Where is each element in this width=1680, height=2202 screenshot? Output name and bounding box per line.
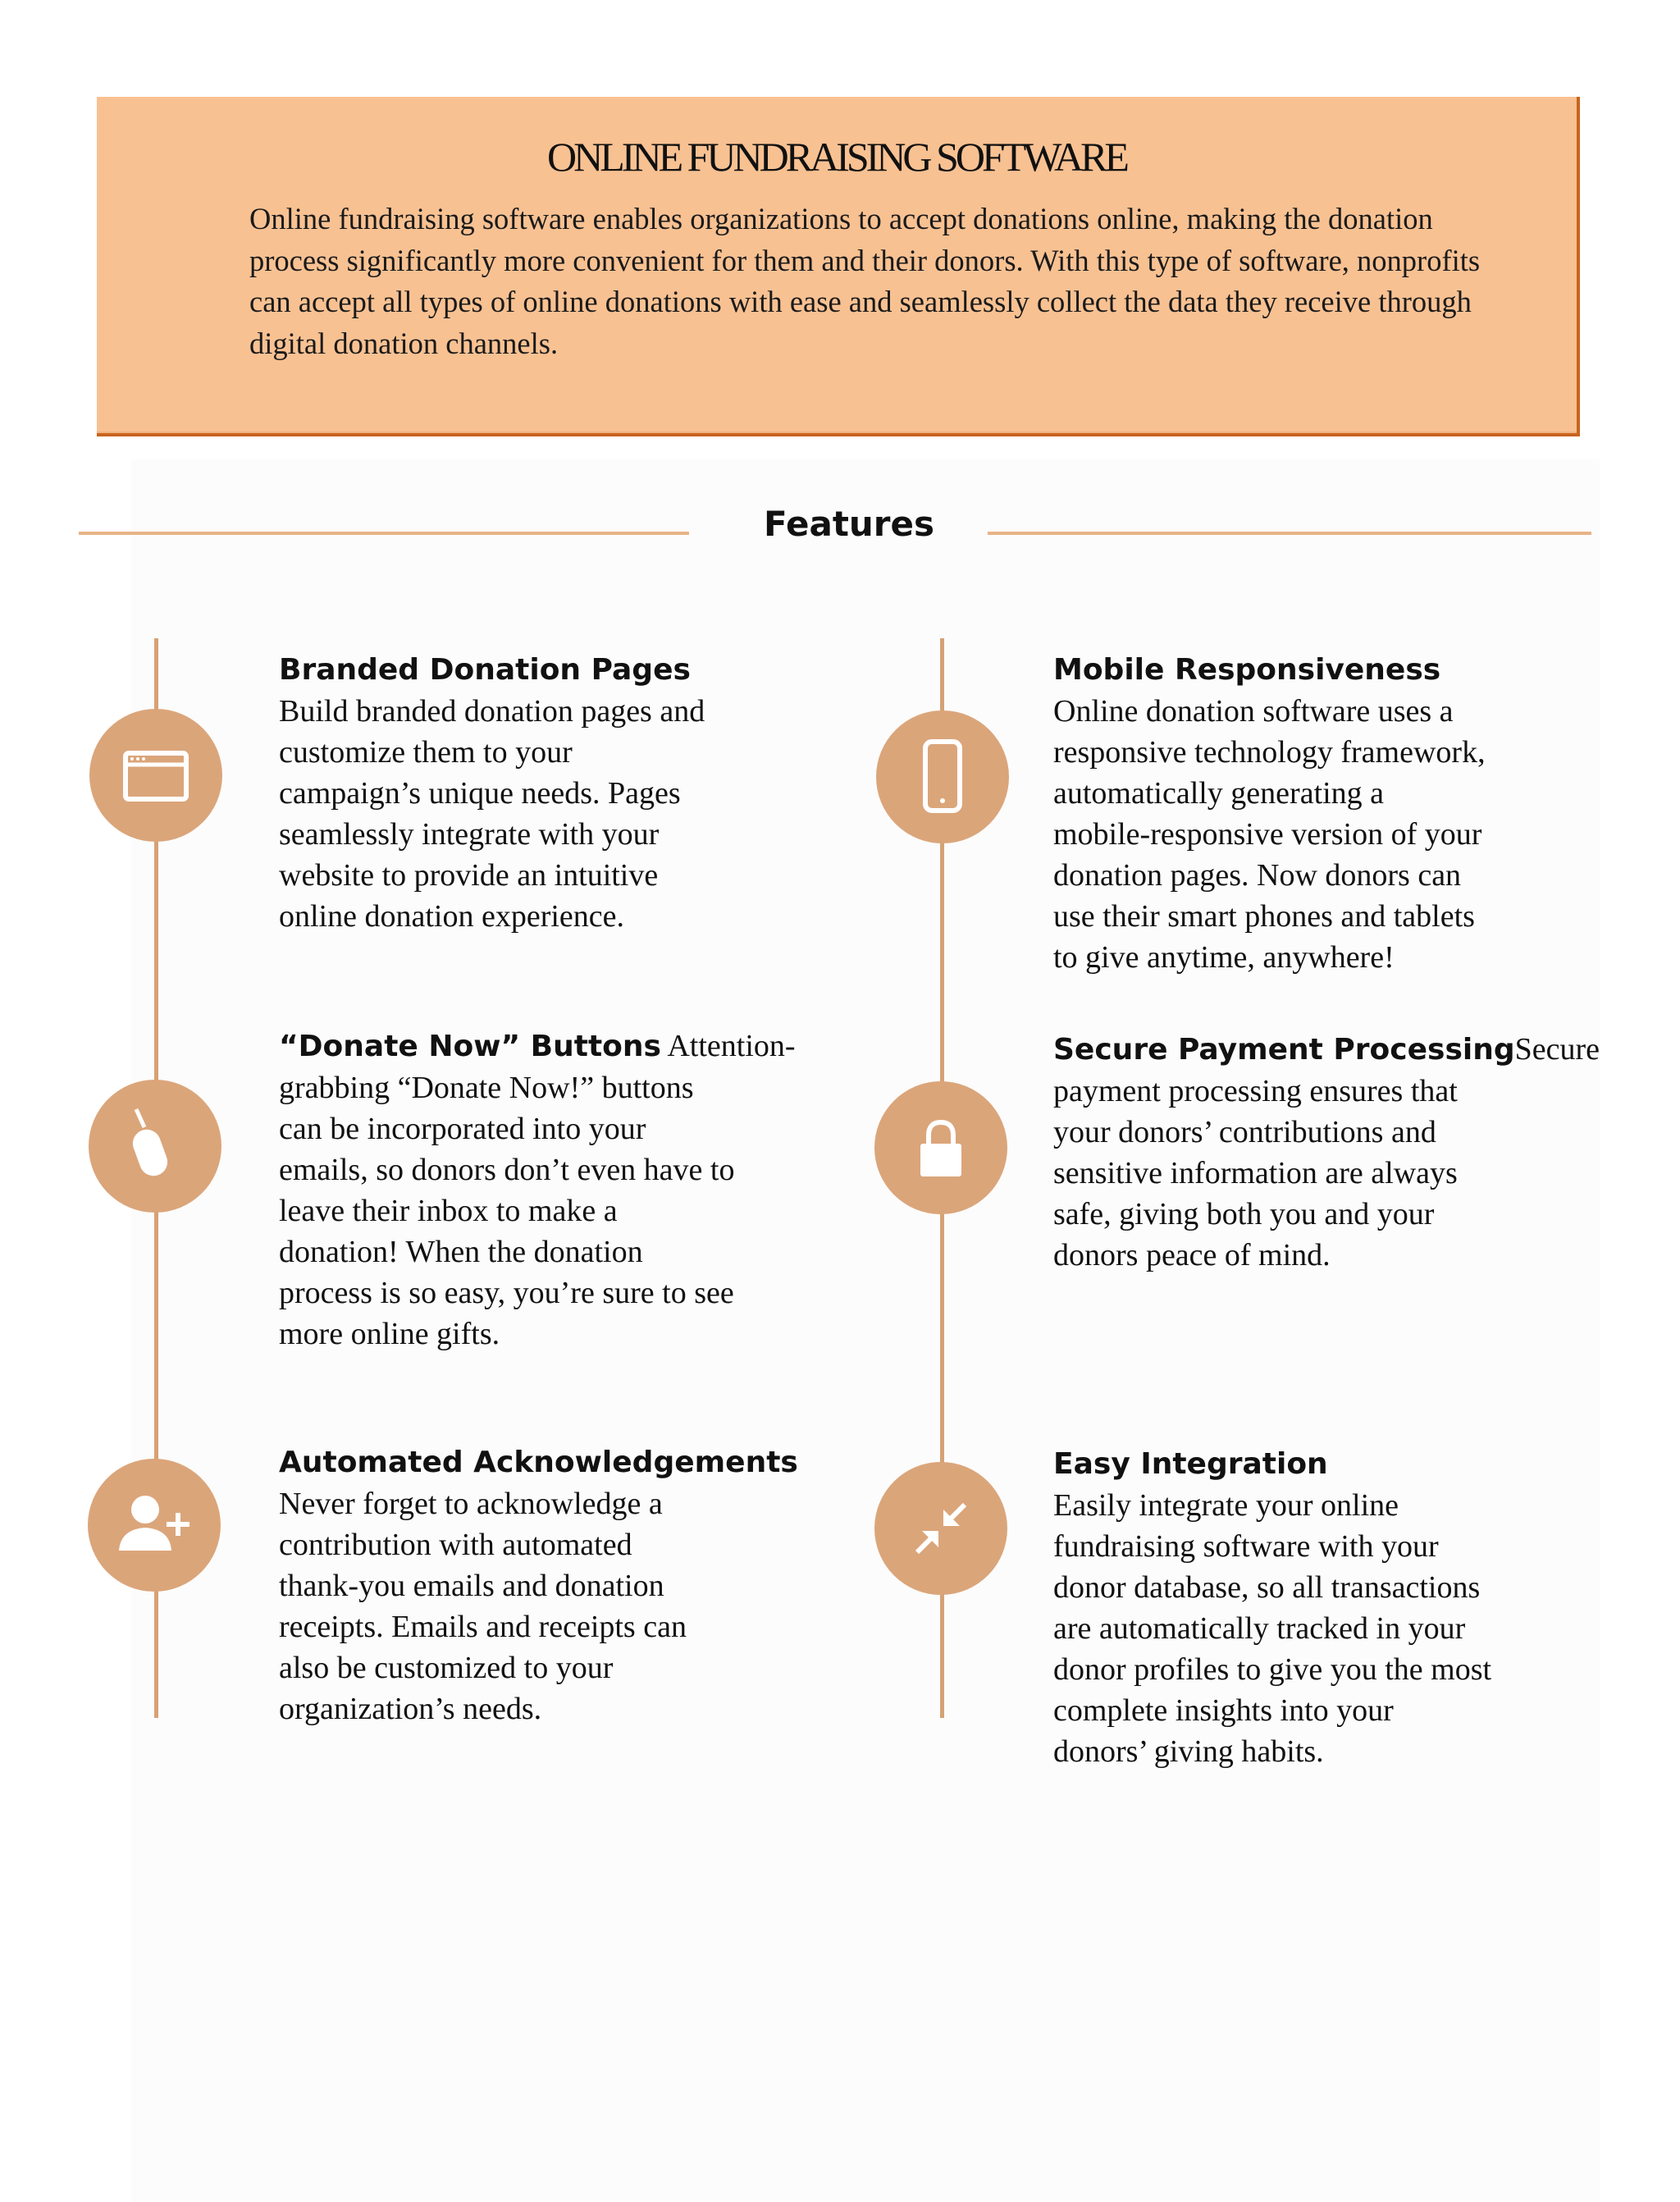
node-branded-pages bbox=[89, 709, 222, 842]
feature-donate-now bbox=[279, 1026, 796, 1355]
feature-automated-ack bbox=[279, 1442, 798, 1729]
node-secure-payment bbox=[874, 1081, 1007, 1214]
features-rule-right bbox=[988, 532, 1591, 535]
mobile-phone-icon bbox=[876, 710, 1009, 843]
lock-icon bbox=[874, 1081, 1007, 1214]
intro-banner bbox=[97, 97, 1580, 436]
feature-inline-text: Attention- bbox=[660, 1029, 796, 1063]
page-title: ONLINE FUNDRAISING SOFTWARE bbox=[547, 134, 1126, 180]
feature-body: Easily integrate your online fundraising software with your donor database, so all transactions are automatically tracked in your donor profiles to give you the most complete insights into your donors’ giving habits. bbox=[1053, 1488, 1492, 1769]
feature-easy-integration bbox=[1053, 1444, 1491, 1772]
feature-branded-pages bbox=[279, 650, 705, 937]
feature-body: Never forget to acknowledge a contribution with automated thank-you emails and donation receipts. Emails and receipts can also be customized to your organization’s needs. bbox=[279, 1487, 687, 1726]
feature-body: grabbing “Donate Now!” buttons can be incorporated into your emails, so donors don’t even have to leave their inbox to make a donation! When the donation process is so easy, you’re sure to see more online gifts. bbox=[279, 1071, 735, 1351]
compress-arrows-icon bbox=[874, 1462, 1007, 1595]
feature-inline-text: Secure bbox=[1514, 1032, 1600, 1067]
features-heading: Features bbox=[764, 504, 934, 544]
mouse-click-icon bbox=[89, 1080, 221, 1213]
feature-mobile-responsiveness bbox=[1053, 650, 1486, 978]
feature-heading: Mobile Responsiveness bbox=[1053, 653, 1441, 687]
intro-paragraph: Online fundraising software enables organizations to accept donations online, making the donation process significantly more convenient for them and their donors. With this type of software, nonprofits can accept all types of online donations with ease and seamlessly collect the data they receive through digital donation channels. bbox=[249, 202, 1481, 360]
feature-body: Online donation software uses a responsive technology framework, automatically generating a mobile-responsive version of your donation pages. Now donors can use their smart phones and tablets to give anytime, anywhere! bbox=[1053, 694, 1486, 975]
feature-body: Build branded donation pages and customize them to your campaign’s unique needs. Pages seamlessly integrate with your website to provide an intuitive online donation experience. bbox=[279, 694, 705, 934]
feature-heading: Easy Integration bbox=[1053, 1447, 1328, 1481]
feature-heading: “Donate Now” Buttons bbox=[279, 1030, 661, 1063]
node-mobile bbox=[876, 710, 1009, 843]
node-automated-ack bbox=[88, 1459, 221, 1592]
feature-secure-payment bbox=[1053, 1029, 1600, 1276]
feature-body: payment processing ensures that your donors’ contributions and sensitive information are always safe, giving both you and your donors peace of mind. bbox=[1053, 1074, 1458, 1272]
add-user-icon bbox=[88, 1459, 221, 1592]
feature-heading: Secure Payment Processing bbox=[1053, 1033, 1515, 1067]
browser-window-icon bbox=[89, 709, 222, 842]
feature-heading: Automated Acknowledgements bbox=[279, 1446, 798, 1479]
features-rule-left bbox=[79, 532, 689, 535]
node-donate-now bbox=[89, 1080, 221, 1213]
node-easy-integration bbox=[874, 1462, 1007, 1595]
feature-heading: Branded Donation Pages bbox=[279, 653, 691, 687]
